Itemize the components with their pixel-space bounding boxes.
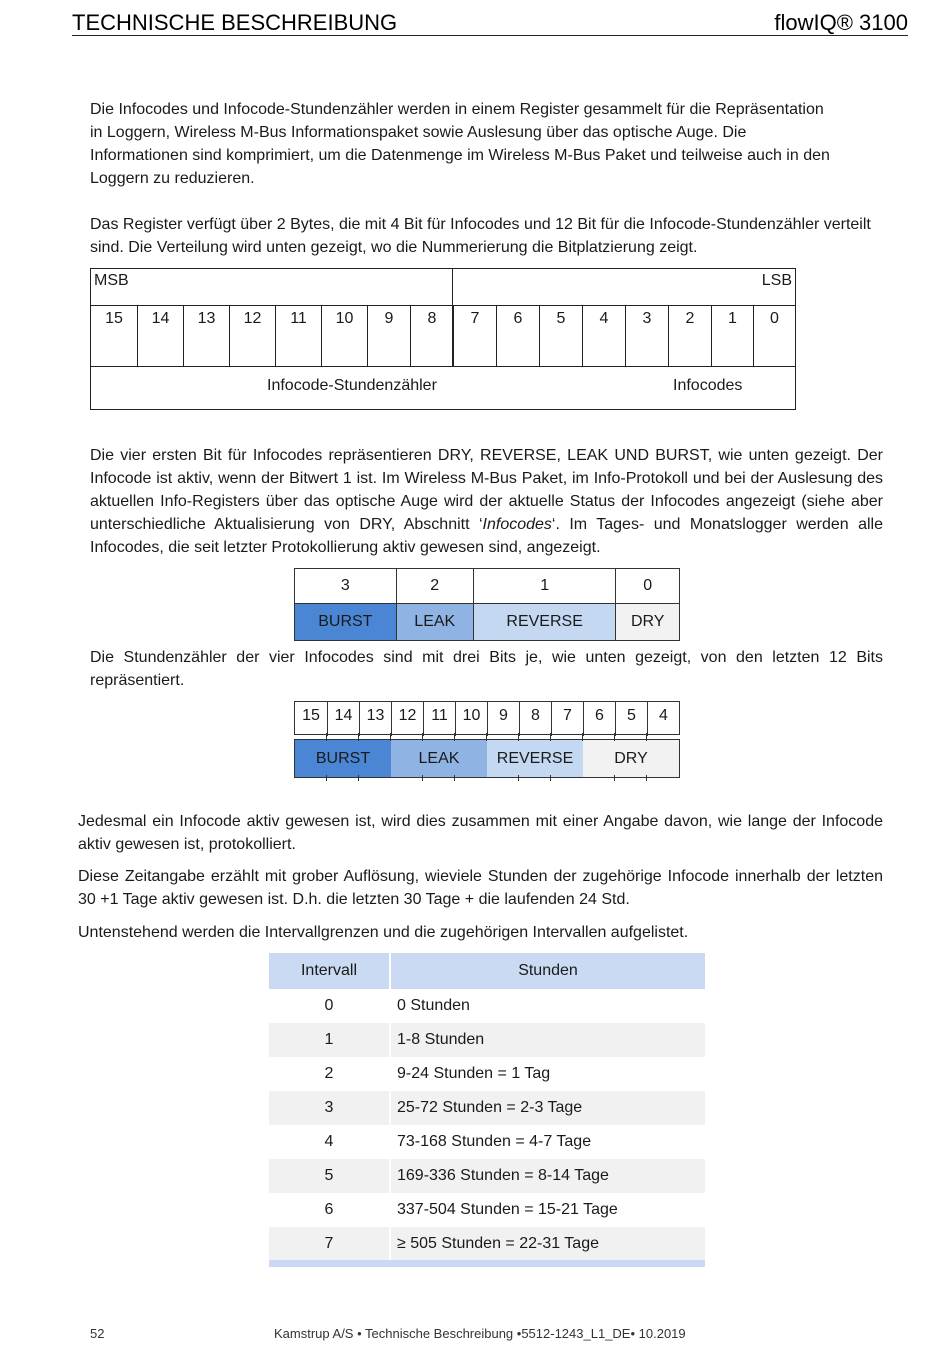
bit-number: 7 xyxy=(551,702,583,736)
bit-cell: 9 xyxy=(367,306,410,366)
counter-bit-numbers xyxy=(294,701,680,735)
interval-cell: 2 xyxy=(269,1057,390,1091)
table-row xyxy=(269,1193,705,1227)
interval-cell: 5 xyxy=(269,1159,390,1193)
tick xyxy=(454,775,455,781)
header-title: TECHNISCHE BESCHREIBUNG xyxy=(72,10,398,35)
bit-cell: 11 xyxy=(275,306,321,366)
interval-cell: 3 xyxy=(269,1091,390,1125)
bit-cell: 13 xyxy=(183,306,229,366)
hours-header: Stunden xyxy=(390,953,705,989)
bit-cell: 0 xyxy=(753,306,795,366)
infocode-bit-table xyxy=(294,568,680,641)
bit-number: 9 xyxy=(487,702,519,736)
tick xyxy=(422,733,423,741)
bit-cell: 3 xyxy=(625,306,668,366)
tick xyxy=(358,733,359,741)
tick xyxy=(326,775,327,781)
interval-cell: 6 xyxy=(269,1193,390,1227)
counter-bit-table xyxy=(294,701,680,778)
table-row xyxy=(269,1125,705,1159)
lsb-label: LSB xyxy=(761,272,792,289)
tick xyxy=(550,733,551,741)
interval-cell: 4 xyxy=(269,1125,390,1159)
paragraph-2: Das Register verfügt über 2 Bytes, die mit 4 Bit für Infocodes und 12 Bit für die Infocode-Stundenzähler verteilt sind. Die Verteilung wird unten gezeigt, wo die Nummerierung die Bitplatzierung zeigt. xyxy=(90,216,871,256)
bit-number: 11 xyxy=(423,702,455,736)
bit-number: 12 xyxy=(391,702,423,736)
bit-number: 10 xyxy=(455,702,487,736)
bit-cell: 8 xyxy=(410,306,453,366)
tick xyxy=(454,733,455,741)
counter-dry: DRY xyxy=(583,740,679,777)
bit-number: 5 xyxy=(615,702,647,736)
table-row xyxy=(269,1091,705,1125)
bit-number: 1 xyxy=(473,569,616,604)
label-divider xyxy=(91,366,795,367)
tick xyxy=(646,775,647,781)
tick xyxy=(646,733,647,741)
paragraph-6: Diese Zeitangabe erzählt mit grober Auflösung, wieviele Stunden der zugehörige Infocode innerhalb der letzten 30 +1 Tage aktiv gewesen ist. D.h. die letzten 30 Tage + die laufenden 24 Std. xyxy=(78,868,883,908)
bit-number: 8 xyxy=(519,702,551,736)
bit-number: 6 xyxy=(583,702,615,736)
table-row xyxy=(269,1227,705,1261)
register-table xyxy=(90,268,796,410)
tick xyxy=(518,775,519,781)
header-product: flowIQ® 3100 xyxy=(774,10,908,35)
interval-header: Intervall xyxy=(269,953,390,989)
hours-cell: 0 Stunden xyxy=(397,997,470,1014)
msb-label: MSB xyxy=(94,272,129,289)
tick xyxy=(550,775,551,781)
bit-cell: 14 xyxy=(137,306,183,366)
paragraph-4: Die Stundenzähler der vier Infocodes sind mit drei Bits je, wie unten gezeigt, von den letzten 12 Bits repräsentiert. xyxy=(90,649,883,689)
paragraph-3 xyxy=(90,444,883,559)
infocode-leak: LEAK xyxy=(396,604,473,641)
table-row xyxy=(269,989,705,1023)
interval-cell: 1 xyxy=(269,1023,390,1057)
bit-cell: 4 xyxy=(582,306,625,366)
counter-leak: LEAK xyxy=(391,740,487,777)
paragraph-3-tail: ‘. Im Tages- und Monatslogger werden alle Infocodes, die seit letzter Protokollierung aktiv gewesen sind, angezeigt. xyxy=(90,516,884,556)
hours-cell: 1-8 Stunden xyxy=(390,1023,705,1057)
bit-cell: 12 xyxy=(229,306,275,366)
table-bottom-band xyxy=(269,1260,705,1267)
infocode-dry: DRY xyxy=(616,604,680,641)
bit-number: 2 xyxy=(396,569,473,604)
tick xyxy=(422,775,423,781)
bit-cell: 15 xyxy=(105,310,123,327)
table-row xyxy=(269,1023,705,1057)
tick xyxy=(518,733,519,741)
hours-cell: ≥ 505 Stunden = 22-31 Tage xyxy=(390,1227,705,1261)
tick xyxy=(582,733,583,741)
paragraph-5: Jedesmal ein Infocode aktiv gewesen ist, wird dies zusammen mit einer Angabe davon, wie lange der Infocode aktiv gewesen ist, protokolliert. xyxy=(78,813,883,853)
tick xyxy=(358,775,359,781)
table-row xyxy=(269,1159,705,1193)
interval-table xyxy=(269,953,705,1261)
hours-cell: 73-168 Stunden = 4-7 Tage xyxy=(397,1133,592,1150)
bit-cell: 2 xyxy=(668,306,711,366)
paragraph-7: Untenstehend werden die Intervallgrenzen und die zugehörigen Intervallen aufgelistet. xyxy=(78,924,689,941)
bit-number: 0 xyxy=(616,569,680,604)
bit-cell: 1 xyxy=(711,306,753,366)
bit-cell: 7 xyxy=(453,306,496,366)
infocodes-label: Infocodes xyxy=(673,377,743,394)
header-rule xyxy=(72,35,908,36)
bit-cell: 10 xyxy=(321,306,367,366)
tick xyxy=(486,733,487,741)
paragraph-3-text: Die vier ersten Bit für Infocodes repräsentieren DRY, REVERSE, LEAK UND BURST, wie unten gezeigt. Der Infocode ist aktiv, wenn der Bitwert 1 ist. Im Wireless M-Bus Paket, im Info-Protokoll und bei der Auslesung des aktuellen Info-Registers über das optische Auge wird der aktuelle Status der Infocodes angezeigt (siehe aber unterschiedliche Aktualisierung von DRY, Abschnitt ‘ xyxy=(90,447,883,533)
interval-cell: 7 xyxy=(269,1227,390,1261)
page-number: 52 xyxy=(90,1326,105,1341)
bit-number: 13 xyxy=(359,702,391,736)
infocode-reverse: REVERSE xyxy=(473,604,616,641)
bit-number: 3 xyxy=(295,569,397,604)
hours-cell: 337-504 Stunden = 15-21 Tage xyxy=(397,1201,618,1218)
bit-cell: 6 xyxy=(496,306,539,366)
bit-cell: 5 xyxy=(539,306,582,366)
hours-cell: 169-336 Stunden = 8-14 Tage xyxy=(390,1159,705,1193)
table-row xyxy=(269,1057,705,1091)
counter-burst: BURST xyxy=(295,740,391,777)
tick xyxy=(614,733,615,741)
hours-cell: 25-72 Stunden = 2-3 Tage xyxy=(390,1091,705,1125)
hours-cell: 9-24 Stunden = 1 Tag xyxy=(397,1065,551,1082)
interval-cell: 0 xyxy=(269,989,390,1023)
counter-reverse: REVERSE xyxy=(487,740,583,777)
tick xyxy=(614,775,615,781)
paragraph-1: Die Infocodes und Infocode-Stundenzähler werden in einem Register gesammelt für die Repräsentation in Loggern, Wireless M-Bus Informationspaket sowie Auslesung über das optische Auge. Die Informationen sind komprimiert, um die Datenmenge im Wireless M-Bus Paket und teilweise auch in den Loggern zu reduzieren. xyxy=(90,101,830,187)
bit-number: 15 xyxy=(302,707,320,724)
section-reference: Infocodes xyxy=(482,516,552,533)
bit-number: 4 xyxy=(647,702,679,736)
counter-names xyxy=(294,739,680,778)
counters-label: Infocode-Stundenzähler xyxy=(267,377,437,394)
infocode-burst: BURST xyxy=(295,604,397,641)
tick xyxy=(390,733,391,741)
bit-row xyxy=(91,305,795,366)
footer-text: Kamstrup A/S • Technische Beschreibung •5512-1243_L1_DE• 10.2019 xyxy=(274,1326,686,1341)
bit-number: 14 xyxy=(327,702,359,736)
tick xyxy=(326,733,327,741)
